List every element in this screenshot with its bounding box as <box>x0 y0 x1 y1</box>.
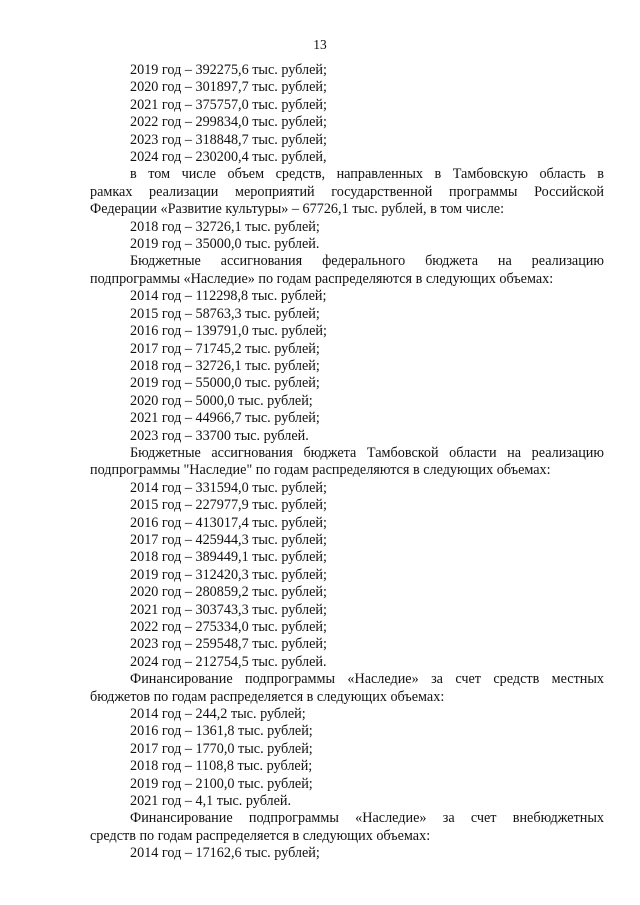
paragraph-line: в том числе объем средств, направленных в Тамбовскую область в <box>130 166 604 183</box>
budget-line: 2024 год – 230200,4 тыс. рублей, <box>130 149 327 166</box>
paragraph-line: рамках реализации мероприятий государственной программы Российской <box>90 183 604 200</box>
paragraph <box>90 671 604 706</box>
budget-line: 2022 год – 299834,0 тыс. рублей; <box>130 114 327 131</box>
paragraph-line: бюджетов по годам распределяется в следующих объемах: <box>90 688 445 705</box>
budget-line: 2023 год – 33700 тыс. рублей. <box>130 427 309 444</box>
budget-line: 2020 год – 280859,2 тыс. рублей; <box>130 584 327 601</box>
budget-line: 2021 год – 303743,3 тыс. рублей; <box>130 601 327 618</box>
paragraph <box>90 253 604 288</box>
paragraph <box>90 445 604 480</box>
budget-line: 2019 год – 392275,6 тыс. рублей; <box>130 62 327 78</box>
paragraph-line: средств по годам распределяется в следующих объемах: <box>90 827 431 844</box>
budget-line: 2023 год – 318848,7 тыс. рублей; <box>130 131 327 148</box>
budget-line: 2018 год – 32726,1 тыс. рублей; <box>130 218 320 235</box>
budget-line: 2018 год – 32726,1 тыс. рублей; <box>130 357 320 374</box>
paragraph <box>90 166 604 218</box>
budget-line: 2019 год – 2100,0 тыс. рублей; <box>130 775 313 792</box>
paragraph-line: подпрограммы "Наследие" по годам распределяются в следующих объемах: <box>90 462 551 479</box>
budget-line: 2017 год – 71745,2 тыс. рублей; <box>130 340 320 357</box>
budget-line: 2017 год – 425944,3 тыс. рублей; <box>130 531 327 548</box>
budget-line: 2016 год – 1361,8 тыс. рублей; <box>130 723 313 740</box>
budget-line: 2018 год – 389449,1 тыс. рублей; <box>130 549 327 566</box>
paragraph-line: Финансирование подпрограммы «Наследие» за счет внебюджетных <box>130 810 604 827</box>
budget-line: 2019 год – 312420,3 тыс. рублей; <box>130 566 327 583</box>
budget-line: 2021 год – 44966,7 тыс. рублей; <box>130 410 320 427</box>
document-body <box>90 62 604 863</box>
budget-line: 2014 год – 112298,8 тыс. рублей; <box>130 288 327 305</box>
budget-line: 2023 год – 259548,7 тыс. рублей; <box>130 636 327 653</box>
budget-line: 2020 год – 301897,7 тыс. рублей; <box>130 79 327 96</box>
paragraph-line: Бюджетные ассигнования федерального бюджета на реализацию <box>130 253 604 270</box>
paragraph-line: Финансирование подпрограммы «Наследие» за счет средств местных <box>130 671 604 688</box>
budget-line: 2014 год – 17162,6 тыс. рублей; <box>130 845 320 862</box>
budget-line: 2015 год – 227977,9 тыс. рублей; <box>130 497 327 514</box>
budget-line: 2017 год – 1770,0 тыс. рублей; <box>130 740 313 757</box>
page-number: 13 <box>313 37 327 52</box>
budget-line: 2021 год – 4,1 тыс. рублей. <box>130 793 292 810</box>
budget-line: 2024 год – 212754,5 тыс. рублей. <box>130 653 327 670</box>
budget-line: 2014 год – 331594,0 тыс. рублей; <box>130 479 327 496</box>
paragraph <box>90 810 604 845</box>
budget-line: 2022 год – 275334,0 тыс. рублей; <box>130 619 327 635</box>
budget-line: 2014 год – 244,2 тыс. рублей; <box>130 706 306 723</box>
paragraph-line: подпрограммы «Наследие» по годам распределяются в следующих объемах: <box>90 270 554 287</box>
budget-line: 2016 год – 139791,0 тыс. рублей; <box>130 323 327 340</box>
paragraph-line: Бюджетные ассигнования бюджета Тамбовской области на реализацию <box>130 444 604 461</box>
budget-line: 2019 год – 35000,0 тыс. рублей. <box>130 236 320 253</box>
budget-line: 2016 год – 413017,4 тыс. рублей; <box>130 514 327 531</box>
budget-line: 2015 год – 58763,3 тыс. рублей; <box>130 305 320 322</box>
budget-line: 2018 год – 1108,8 тыс. рублей; <box>130 758 313 775</box>
paragraph-line: Федерации «Развитие культуры» – 67726,1 тыс. рублей, в том числе: <box>90 201 505 218</box>
budget-line: 2021 год – 375757,0 тыс. рублей; <box>130 96 327 113</box>
budget-line: 2019 год – 55000,0 тыс. рублей; <box>130 375 320 392</box>
budget-line: 2020 год – 5000,0 тыс. рублей; <box>130 392 313 409</box>
